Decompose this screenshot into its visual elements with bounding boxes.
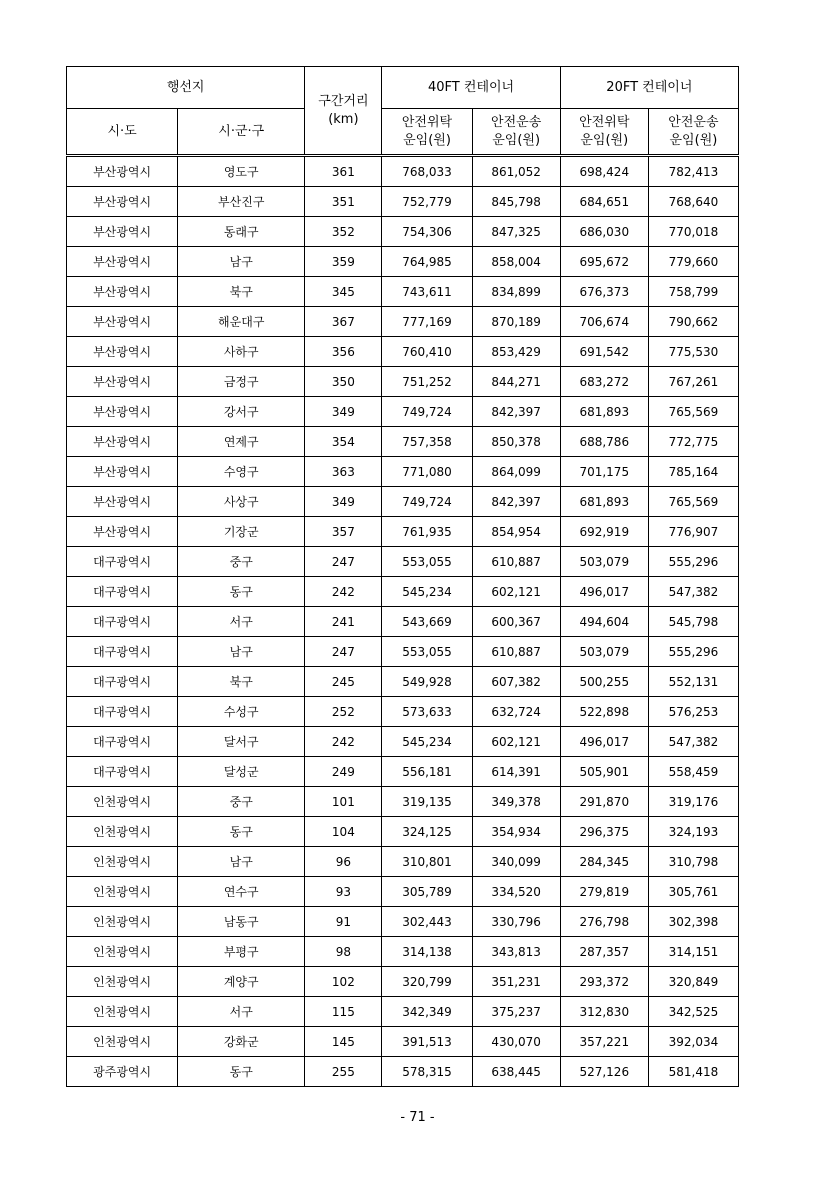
table-row	[67, 997, 739, 1027]
cell-40ft-safe-consign: 320,799	[382, 967, 472, 997]
cell-20ft-safe-consign: 695,672	[560, 247, 648, 277]
cell-20ft-safe-transport: 547,382	[648, 727, 738, 757]
header-safe-transport-label: 안전운송	[491, 114, 542, 130]
header-40ft-safe-transport	[472, 109, 560, 156]
cell-20ft-safe-transport: 782,413	[648, 156, 738, 187]
cell-distance: 101	[305, 787, 382, 817]
cell-20ft-safe-consign: 287,357	[560, 937, 648, 967]
cell-sido: 부산광역시	[67, 367, 178, 397]
table-row	[67, 877, 739, 907]
table-row	[67, 1057, 739, 1087]
cell-distance: 359	[305, 247, 382, 277]
table-row	[67, 697, 739, 727]
cell-sido: 부산광역시	[67, 517, 178, 547]
table-row	[67, 337, 739, 367]
table-row	[67, 156, 739, 187]
cell-sido: 부산광역시	[67, 277, 178, 307]
cell-40ft-safe-transport: 842,397	[472, 397, 560, 427]
cell-20ft-safe-transport: 547,382	[648, 577, 738, 607]
cell-40ft-safe-transport: 602,121	[472, 727, 560, 757]
header-sido: 시·도	[67, 109, 178, 156]
cell-sigungu: 사하구	[178, 337, 305, 367]
cell-20ft-safe-transport: 555,296	[648, 637, 738, 667]
header-rate-unit: 운임(원)	[580, 132, 629, 148]
header-40ft-safe-consign	[382, 109, 472, 156]
cell-distance: 354	[305, 427, 382, 457]
page-number: - 71 -	[400, 1110, 435, 1125]
cell-20ft-safe-consign: 496,017	[560, 727, 648, 757]
cell-40ft-safe-transport: 600,367	[472, 607, 560, 637]
table-row	[67, 367, 739, 397]
table-row	[67, 727, 739, 757]
cell-20ft-safe-transport: 555,296	[648, 547, 738, 577]
header-safe-transport-label: 안전운송	[668, 114, 719, 130]
cell-40ft-safe-consign: 761,935	[382, 517, 472, 547]
cell-40ft-safe-consign: 545,234	[382, 577, 472, 607]
cell-sigungu: 동구	[178, 1057, 305, 1087]
header-20ft-container: 20FT 컨테이너	[560, 67, 738, 109]
cell-20ft-safe-consign: 522,898	[560, 697, 648, 727]
cell-distance: 93	[305, 877, 382, 907]
cell-sigungu: 달서구	[178, 727, 305, 757]
table-row	[67, 217, 739, 247]
cell-sigungu: 부평구	[178, 937, 305, 967]
cell-20ft-safe-consign: 676,373	[560, 277, 648, 307]
cell-sido: 부산광역시	[67, 457, 178, 487]
cell-sido: 부산광역시	[67, 397, 178, 427]
cell-sigungu: 남구	[178, 637, 305, 667]
cell-sigungu: 동구	[178, 577, 305, 607]
cell-20ft-safe-transport: 320,849	[648, 967, 738, 997]
cell-40ft-safe-consign: 319,135	[382, 787, 472, 817]
cell-40ft-safe-transport: 340,099	[472, 847, 560, 877]
cell-distance: 241	[305, 607, 382, 637]
cell-sido: 인천광역시	[67, 937, 178, 967]
cell-20ft-safe-consign: 357,221	[560, 1027, 648, 1057]
cell-20ft-safe-consign: 683,272	[560, 367, 648, 397]
cell-sigungu: 서구	[178, 607, 305, 637]
cell-40ft-safe-transport: 853,429	[472, 337, 560, 367]
cell-sido: 인천광역시	[67, 847, 178, 877]
cell-sigungu: 강화군	[178, 1027, 305, 1057]
cell-distance: 249	[305, 757, 382, 787]
cell-sido: 대구광역시	[67, 577, 178, 607]
cell-distance: 352	[305, 217, 382, 247]
cell-distance: 247	[305, 547, 382, 577]
header-rate-unit: 운임(원)	[403, 132, 451, 148]
cell-40ft-safe-transport: 638,445	[472, 1057, 560, 1087]
cell-40ft-safe-consign: 324,125	[382, 817, 472, 847]
cell-distance: 115	[305, 997, 382, 1027]
cell-sido: 대구광역시	[67, 697, 178, 727]
table-row	[67, 847, 739, 877]
cell-distance: 104	[305, 817, 382, 847]
header-sigungu: 시·군·구	[178, 109, 305, 156]
cell-distance: 345	[305, 277, 382, 307]
cell-20ft-safe-transport: 765,569	[648, 397, 738, 427]
cell-sigungu: 서구	[178, 997, 305, 1027]
cell-distance: 247	[305, 637, 382, 667]
cell-20ft-safe-consign: 691,542	[560, 337, 648, 367]
cell-20ft-safe-consign: 500,255	[560, 667, 648, 697]
cell-distance: 242	[305, 727, 382, 757]
cell-40ft-safe-transport: 847,325	[472, 217, 560, 247]
cell-40ft-safe-transport: 610,887	[472, 547, 560, 577]
header-rate-unit: 운임(원)	[669, 132, 718, 148]
cell-20ft-safe-consign: 698,424	[560, 156, 648, 187]
cell-40ft-safe-consign: 743,611	[382, 277, 472, 307]
cell-sigungu: 해운대구	[178, 307, 305, 337]
table-row	[67, 907, 739, 937]
cell-20ft-safe-consign: 291,870	[560, 787, 648, 817]
cell-sido: 부산광역시	[67, 427, 178, 457]
cell-sido: 광주광역시	[67, 1057, 178, 1087]
cell-40ft-safe-transport: 850,378	[472, 427, 560, 457]
table-row	[67, 247, 739, 277]
cell-40ft-safe-transport: 334,520	[472, 877, 560, 907]
cell-distance: 356	[305, 337, 382, 367]
cell-40ft-safe-consign: 752,779	[382, 187, 472, 217]
cell-40ft-safe-transport: 861,052	[472, 156, 560, 187]
cell-20ft-safe-consign: 701,175	[560, 457, 648, 487]
table-row	[67, 427, 739, 457]
cell-distance: 102	[305, 967, 382, 997]
cell-sigungu: 기장군	[178, 517, 305, 547]
header-destination: 행선지	[67, 67, 305, 109]
table-row	[67, 1027, 739, 1057]
cell-distance: 98	[305, 937, 382, 967]
freight-rate-table	[66, 66, 739, 1087]
cell-40ft-safe-transport: 607,382	[472, 667, 560, 697]
cell-sido: 부산광역시	[67, 217, 178, 247]
cell-40ft-safe-consign: 749,724	[382, 397, 472, 427]
cell-40ft-safe-consign: 573,633	[382, 697, 472, 727]
cell-sigungu: 동래구	[178, 217, 305, 247]
cell-sido: 인천광역시	[67, 1027, 178, 1057]
cell-20ft-safe-transport: 776,907	[648, 517, 738, 547]
cell-sido: 부산광역시	[67, 337, 178, 367]
cell-distance: 252	[305, 697, 382, 727]
cell-20ft-safe-transport: 779,660	[648, 247, 738, 277]
cell-40ft-safe-consign: 760,410	[382, 337, 472, 367]
cell-sigungu: 계양구	[178, 967, 305, 997]
cell-sido: 부산광역시	[67, 307, 178, 337]
cell-distance: 367	[305, 307, 382, 337]
cell-sido: 대구광역시	[67, 637, 178, 667]
table-row	[67, 667, 739, 697]
cell-sigungu: 수성구	[178, 697, 305, 727]
cell-distance: 91	[305, 907, 382, 937]
cell-sigungu: 연수구	[178, 877, 305, 907]
table-row	[67, 517, 739, 547]
cell-40ft-safe-consign: 768,033	[382, 156, 472, 187]
cell-40ft-safe-transport: 854,954	[472, 517, 560, 547]
table-row	[67, 817, 739, 847]
cell-20ft-safe-consign: 684,651	[560, 187, 648, 217]
cell-sido: 대구광역시	[67, 607, 178, 637]
cell-40ft-safe-consign: 556,181	[382, 757, 472, 787]
cell-20ft-safe-transport: 770,018	[648, 217, 738, 247]
cell-sigungu: 남동구	[178, 907, 305, 937]
cell-20ft-safe-transport: 790,662	[648, 307, 738, 337]
cell-sido: 대구광역시	[67, 757, 178, 787]
cell-40ft-safe-consign: 302,443	[382, 907, 472, 937]
cell-sigungu: 금정구	[178, 367, 305, 397]
table-row	[67, 277, 739, 307]
cell-sido: 부산광역시	[67, 487, 178, 517]
cell-20ft-safe-transport: 772,775	[648, 427, 738, 457]
header-rate-unit: 운임(원)	[492, 132, 541, 148]
cell-20ft-safe-consign: 312,830	[560, 997, 648, 1027]
header-distance-unit: (km)	[328, 111, 359, 127]
header-distance	[305, 67, 382, 156]
cell-20ft-safe-transport: 302,398	[648, 907, 738, 937]
cell-40ft-safe-transport: 844,271	[472, 367, 560, 397]
cell-distance: 255	[305, 1057, 382, 1087]
cell-40ft-safe-transport: 330,796	[472, 907, 560, 937]
cell-40ft-safe-consign: 391,513	[382, 1027, 472, 1057]
header-20ft-safe-consign	[560, 109, 648, 156]
cell-40ft-safe-consign: 549,928	[382, 667, 472, 697]
cell-distance: 357	[305, 517, 382, 547]
cell-40ft-safe-consign: 342,349	[382, 997, 472, 1027]
cell-sigungu: 동구	[178, 817, 305, 847]
cell-40ft-safe-transport: 858,004	[472, 247, 560, 277]
cell-40ft-safe-consign: 751,252	[382, 367, 472, 397]
cell-sigungu: 수영구	[178, 457, 305, 487]
cell-40ft-safe-transport: 834,899	[472, 277, 560, 307]
cell-distance: 351	[305, 187, 382, 217]
cell-40ft-safe-consign: 764,985	[382, 247, 472, 277]
cell-sigungu: 달성군	[178, 757, 305, 787]
cell-20ft-safe-transport: 552,131	[648, 667, 738, 697]
cell-40ft-safe-consign: 749,724	[382, 487, 472, 517]
table-row	[67, 607, 739, 637]
table-row	[67, 547, 739, 577]
cell-20ft-safe-transport: 545,798	[648, 607, 738, 637]
cell-40ft-safe-transport: 632,724	[472, 697, 560, 727]
cell-20ft-safe-consign: 296,375	[560, 817, 648, 847]
table-row	[67, 307, 739, 337]
cell-20ft-safe-consign: 279,819	[560, 877, 648, 907]
cell-sigungu: 남구	[178, 247, 305, 277]
cell-20ft-safe-transport: 576,253	[648, 697, 738, 727]
cell-distance: 349	[305, 397, 382, 427]
header-safe-consign-label: 안전위탁	[579, 114, 630, 130]
cell-distance: 242	[305, 577, 382, 607]
cell-distance: 349	[305, 487, 382, 517]
cell-distance: 363	[305, 457, 382, 487]
cell-sido: 대구광역시	[67, 667, 178, 697]
cell-sido: 부산광역시	[67, 247, 178, 277]
cell-20ft-safe-transport: 785,164	[648, 457, 738, 487]
cell-20ft-safe-transport: 392,034	[648, 1027, 738, 1057]
cell-40ft-safe-transport: 351,231	[472, 967, 560, 997]
cell-sigungu: 부산진구	[178, 187, 305, 217]
cell-20ft-safe-transport: 768,640	[648, 187, 738, 217]
cell-40ft-safe-consign: 771,080	[382, 457, 472, 487]
cell-40ft-safe-transport: 375,237	[472, 997, 560, 1027]
cell-20ft-safe-consign: 686,030	[560, 217, 648, 247]
cell-20ft-safe-transport: 314,151	[648, 937, 738, 967]
cell-sigungu: 북구	[178, 277, 305, 307]
cell-40ft-safe-transport: 602,121	[472, 577, 560, 607]
cell-sigungu: 영도구	[178, 156, 305, 187]
cell-20ft-safe-consign: 284,345	[560, 847, 648, 877]
cell-40ft-safe-consign: 545,234	[382, 727, 472, 757]
cell-40ft-safe-consign: 754,306	[382, 217, 472, 247]
table-row	[67, 757, 739, 787]
cell-sido: 인천광역시	[67, 997, 178, 1027]
cell-20ft-safe-consign: 293,372	[560, 967, 648, 997]
cell-40ft-safe-consign: 578,315	[382, 1057, 472, 1087]
cell-40ft-safe-transport: 864,099	[472, 457, 560, 487]
cell-sido: 인천광역시	[67, 817, 178, 847]
cell-20ft-safe-transport: 319,176	[648, 787, 738, 817]
table-row	[67, 487, 739, 517]
cell-sido: 대구광역시	[67, 547, 178, 577]
cell-sigungu: 사상구	[178, 487, 305, 517]
header-40ft-container: 40FT 컨테이너	[382, 67, 560, 109]
cell-20ft-safe-consign: 503,079	[560, 637, 648, 667]
cell-40ft-safe-transport: 430,070	[472, 1027, 560, 1057]
cell-sigungu: 강서구	[178, 397, 305, 427]
cell-20ft-safe-transport: 324,193	[648, 817, 738, 847]
cell-20ft-safe-transport: 767,261	[648, 367, 738, 397]
table-body	[67, 156, 739, 1087]
cell-20ft-safe-consign: 688,786	[560, 427, 648, 457]
cell-sido: 인천광역시	[67, 787, 178, 817]
cell-20ft-safe-transport: 765,569	[648, 487, 738, 517]
table-row	[67, 637, 739, 667]
cell-20ft-safe-consign: 503,079	[560, 547, 648, 577]
cell-20ft-safe-transport: 310,798	[648, 847, 738, 877]
cell-20ft-safe-transport: 758,799	[648, 277, 738, 307]
cell-40ft-safe-consign: 757,358	[382, 427, 472, 457]
cell-20ft-safe-transport: 305,761	[648, 877, 738, 907]
table-row	[67, 577, 739, 607]
cell-20ft-safe-consign: 527,126	[560, 1057, 648, 1087]
cell-distance: 245	[305, 667, 382, 697]
cell-distance: 145	[305, 1027, 382, 1057]
cell-sigungu: 남구	[178, 847, 305, 877]
cell-40ft-safe-consign: 553,055	[382, 547, 472, 577]
cell-40ft-safe-transport: 343,813	[472, 937, 560, 967]
cell-distance: 350	[305, 367, 382, 397]
table-row	[67, 397, 739, 427]
cell-20ft-safe-consign: 692,919	[560, 517, 648, 547]
cell-40ft-safe-consign: 314,138	[382, 937, 472, 967]
cell-40ft-safe-consign: 553,055	[382, 637, 472, 667]
cell-40ft-safe-consign: 310,801	[382, 847, 472, 877]
table-header	[67, 67, 739, 156]
cell-sido: 대구광역시	[67, 727, 178, 757]
header-safe-consign-label: 안전위탁	[401, 114, 453, 130]
table-row	[67, 967, 739, 997]
cell-20ft-safe-consign: 505,901	[560, 757, 648, 787]
cell-20ft-safe-transport: 581,418	[648, 1057, 738, 1087]
cell-sido: 부산광역시	[67, 187, 178, 217]
header-20ft-safe-transport	[648, 109, 738, 156]
cell-distance: 96	[305, 847, 382, 877]
cell-40ft-safe-transport: 842,397	[472, 487, 560, 517]
cell-distance: 361	[305, 156, 382, 187]
cell-20ft-safe-transport: 775,530	[648, 337, 738, 367]
cell-sigungu: 북구	[178, 667, 305, 697]
cell-40ft-safe-transport: 349,378	[472, 787, 560, 817]
cell-20ft-safe-consign: 681,893	[560, 487, 648, 517]
table-row	[67, 187, 739, 217]
cell-40ft-safe-consign: 305,789	[382, 877, 472, 907]
cell-20ft-safe-consign: 276,798	[560, 907, 648, 937]
cell-sigungu: 중구	[178, 787, 305, 817]
cell-sido: 인천광역시	[67, 907, 178, 937]
cell-40ft-safe-transport: 870,189	[472, 307, 560, 337]
cell-sigungu: 중구	[178, 547, 305, 577]
cell-40ft-safe-transport: 845,798	[472, 187, 560, 217]
header-distance-label: 구간거리	[318, 93, 369, 109]
cell-sido: 인천광역시	[67, 877, 178, 907]
cell-40ft-safe-consign: 777,169	[382, 307, 472, 337]
cell-40ft-safe-transport: 354,934	[472, 817, 560, 847]
cell-20ft-safe-consign: 496,017	[560, 577, 648, 607]
cell-20ft-safe-transport: 558,459	[648, 757, 738, 787]
cell-20ft-safe-consign: 706,674	[560, 307, 648, 337]
cell-20ft-safe-consign: 494,604	[560, 607, 648, 637]
cell-40ft-safe-transport: 610,887	[472, 637, 560, 667]
table-row	[67, 937, 739, 967]
table-row	[67, 457, 739, 487]
cell-sido: 인천광역시	[67, 967, 178, 997]
cell-20ft-safe-consign: 681,893	[560, 397, 648, 427]
cell-sigungu: 연제구	[178, 427, 305, 457]
cell-40ft-safe-consign: 543,669	[382, 607, 472, 637]
cell-20ft-safe-transport: 342,525	[648, 997, 738, 1027]
table-row	[67, 787, 739, 817]
cell-40ft-safe-transport: 614,391	[472, 757, 560, 787]
cell-sido: 부산광역시	[67, 156, 178, 187]
